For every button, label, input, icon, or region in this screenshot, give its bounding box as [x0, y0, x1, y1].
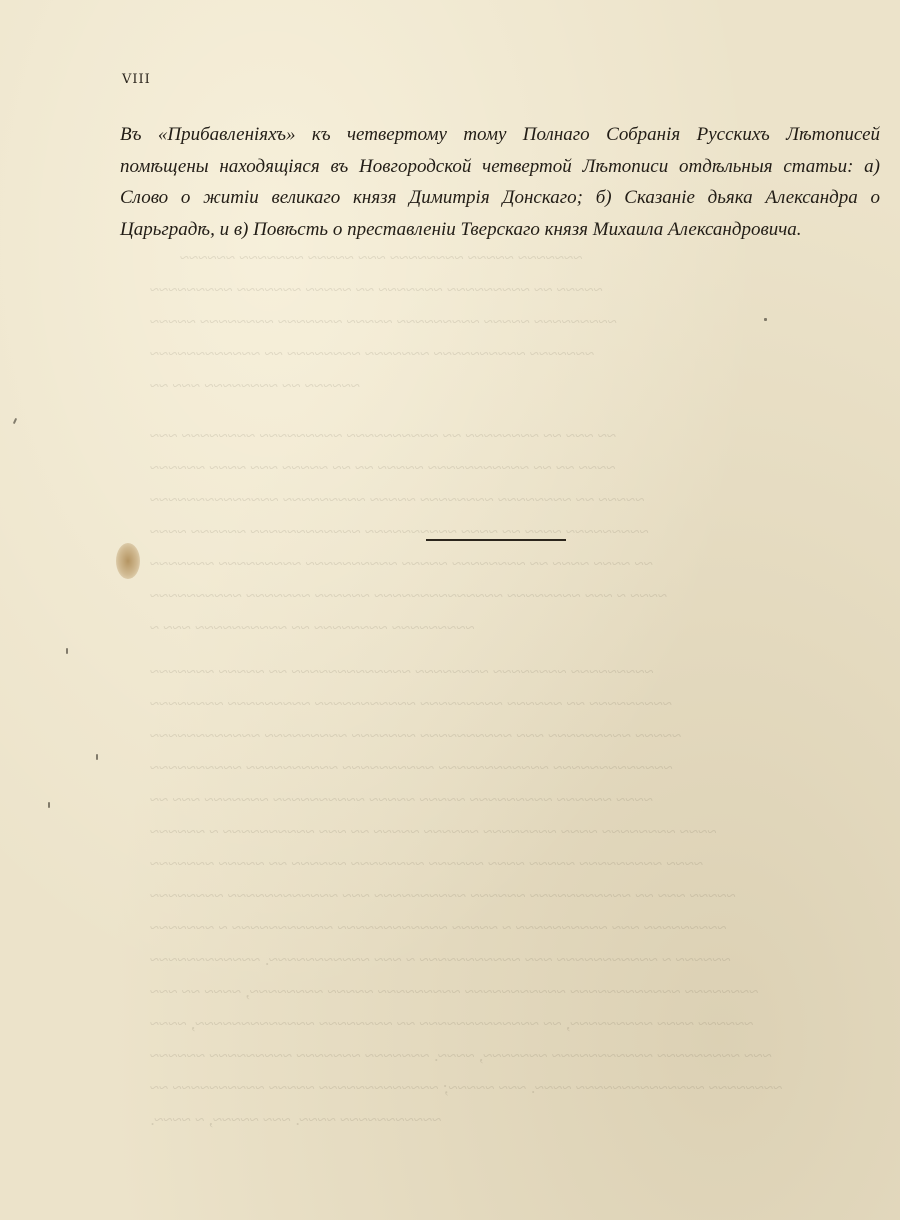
paper-stain — [116, 543, 140, 579]
bleed-line: ~~~~~~~~~ ~~~ ~~~~~~~~~~ ~ ~~~~~ ~~~~~~~~~~~~ ~~~~~~~~~~~ ~ ~~~~~~~ — [150, 918, 727, 937]
bleed-line: ~~~~~~~~~ ~~~~~~~~ ~~ ~~~~~~~~~~ ~~~ ~ — [150, 618, 475, 637]
bleed-line: ~~~~~ ~~~~~~~~~ ~~~ ~~~~~~~~~~ ~~~~~~~ ~~~~~~~~~ ~~~~~~~~~~~~ — [150, 726, 682, 745]
paper-speck — [764, 318, 767, 321]
bleed-line: ~~~~~ ~~~ ~~ ~~~~~~~~~~~ ~~~~~~ ~~~~~~~~~~ ~~~ ~~~~~~~~~~~~ ~~~~~~~~ — [150, 886, 736, 905]
bleed-line: ~~~~~~~~~ ~~~~~~~~ ~~~~~~~~ ~~~~~~~~~~~~~ ~~ ~~~~~ ~~~~~~~ — [150, 662, 654, 681]
bleed-line: ~~~~~~~~~ ~~~~ ~~ ~~~~ ~~~~~~~~~~ ~~~~~~~~~~~~ ~~~~~~ ~~~~ — [150, 522, 649, 541]
bleed-line: ~~~~~~~ ~~~~~~~~~~ ~~~~~~~ ~~~~~~~~ ~~ ~~~~~~~~~~~~ — [150, 344, 595, 363]
bleed-line: ~~~~~~~~ ~~~~~~~~~~~~~~ ~~~~. ~~~ ~~~~~; ~~~~~~~~~~~~~ ~~~~~ ~~~~~~~~~~ ~~ — [150, 1078, 783, 1097]
bleed-line: ~~~~~~~~~ ~~~~~ ~~~~~~~~~ ~~~~~ ~~~~~~~ ~~~~~~~~ ~~~~~ — [150, 312, 617, 331]
main-paragraph: Въ «Прибавленіяхъ» къ четвертому тому Полнаго Собранія Русскихъ Лѣтописей помѣщены находящіяся въ Новгородской четвертой Лѣтописи отдѣльныя статьи: а) Слово о житіи великаго князя Димитрія Донскаго; б) Сказаніе дьяка Александра о Царьградѣ, и в) Повѣсть о преставленіи Тверскаго князя Михаила Александровича. — [120, 124, 880, 240]
bleed-line: ~~~~~~ ~~~~ ~~~~~~~~~, ~~ ~~~~~~~~~~~~~ ~~ ~~~~~~~~ ~~~~~~~~~~~~~, ~~~~ — [150, 1014, 754, 1033]
bleed-line: ~~~~~~ ~~ ~~~~~~~~ ~~~ ~~ — [150, 376, 361, 395]
bleed-line: ~~ ~~~ ~~ ~~~~~~~~ ~~ ~~~~~~~~~~ ~~~~~~~~~ ~~~~~~~~ ~~~ — [150, 426, 617, 445]
bleed-line: ~~~~ ~~ ~~ ~~~~~~~~~~~ ~~~~~ ~~ ~~ ~~~~~ ~~~ ~~~~ ~~~~~~ — [150, 458, 616, 477]
bleed-line: ~~~~~~~~~~~~~ ~~~~~~~~~~~~ ~~~~~~~~~~ ~~~~~~~~~~ ~~~~~~~~~~ — [150, 758, 673, 777]
bleed-line: ~~~~ ~ ~~~ ~~~~~~~~ ~~~~~~~~~~~~~~ ~~~~~~ ~~~~~~~ ~~~~~~~~~~ — [150, 586, 668, 605]
bleed-line: ~~~~~~~~~~~ ~~~~. ~~~ ~~~~~, ~ ~~~~. — [150, 1110, 442, 1129]
paper-speck — [66, 648, 68, 654]
page-number: VIII — [122, 72, 151, 87]
paper-speck — [48, 802, 50, 808]
bleed-line: ~~~~~~~~~ ~~ ~~~~~~ ~~~~~~~~~ ~~~~~~~~~~~ ~~~~~~~~~ ~~~~~~~~ — [150, 694, 673, 713]
bleed-line: ~~~ ~~~~~~~~~ ~~~~~~~~~~~ ~~~~~~~, ~~~~. ~~~~~~~ ~~~~~~~ ~~~~~~~~~ ~~~~~~ — [150, 1046, 772, 1065]
bleed-line: ~~~~~~~ ~~~~~ ~~~~~~~~ ~~~ ~~~~~ ~~~~~~~ ~~~~~~ — [180, 248, 583, 267]
bleed-line: ~~~~~ ~~ ~~~~~~~~ ~~~~~~~~ ~~~~~ ~~~~~~~~~ ~~~~~~~~~~~~~~ — [150, 490, 645, 509]
paper-speck — [13, 418, 17, 424]
bleed-line: ~~~~~ ~~ ~~~~~~~~~ ~~~~~~~ ~~ ~~~~~ ~~~~~~~ ~~~~~~~~~ — [150, 280, 603, 299]
bleed-line: ~~~~ ~~~~~~ ~~~~~~~~~ ~~~~~ ~~~~~ ~~~~~~~~~~ ~~~~~~~ ~~~ ~~ — [150, 790, 654, 809]
bleed-line: ~~~~~~~~ ~~~~~~~~~~~~ ~~~~~~~~~~~ ~~~~~~~~~ ~~~~~ ~~~~~~~~, ~~~~ ~~ ~~~ — [150, 982, 759, 1001]
bleed-line: ~~~~ ~~~~~~~~~ ~~~~~ ~~~~ ~~~~~~ ~~~~~~~~ ~~~~~~ ~~ ~~~~~ ~~~~~~~ — [150, 854, 704, 873]
paper-speck — [96, 754, 98, 760]
bleed-line: ~~~~~~ ~ ~~~~~~~~~~~ ~~~ ~~~~~~~~~~~ ~ ~~~ ~~~~~~~~~~~. ~~~~~~~~~~~~ — [150, 950, 731, 969]
bleed-line: ~~~~ ~~~~~~~~ ~~~~ ~~~~~~~~ ~~~~~~ ~~~~~ ~~ ~~~ ~~~~~~~~~~ ~ ~~~~~~ — [150, 822, 717, 841]
bleed-line: ~~ ~~~~ ~~~~ ~~ ~~~~~~~~ ~~~~~ ~~~~~~~~~~ ~~~~~~~~~ ~~~~~~~ — [150, 554, 654, 573]
section-divider — [426, 539, 566, 541]
